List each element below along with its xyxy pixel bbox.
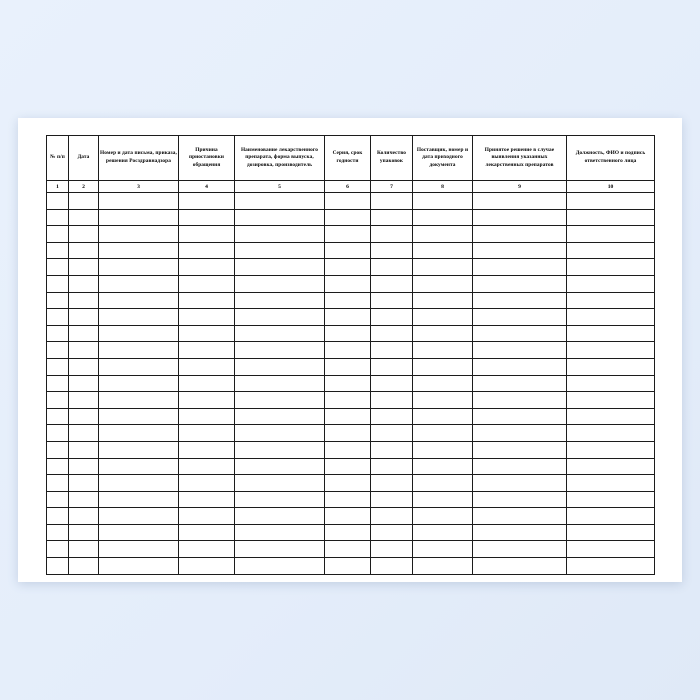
table-row[interactable] <box>47 425 655 442</box>
table-cell[interactable] <box>69 342 99 359</box>
table-cell[interactable] <box>371 259 413 276</box>
table-row[interactable] <box>47 193 655 210</box>
table-cell[interactable] <box>325 325 371 342</box>
table-cell[interactable] <box>325 358 371 375</box>
table-cell[interactable] <box>69 375 99 392</box>
table-cell[interactable] <box>235 309 325 326</box>
table-cell[interactable] <box>567 425 655 442</box>
table-cell[interactable] <box>99 392 179 409</box>
table-row[interactable] <box>47 475 655 492</box>
table-cell[interactable] <box>179 441 235 458</box>
table-cell[interactable] <box>179 342 235 359</box>
table-cell[interactable] <box>473 524 567 541</box>
table-cell[interactable] <box>47 209 69 226</box>
table-cell[interactable] <box>473 193 567 210</box>
table-cell[interactable] <box>47 226 69 243</box>
table-cell[interactable] <box>235 541 325 558</box>
table-cell[interactable] <box>99 259 179 276</box>
table-cell[interactable] <box>413 392 473 409</box>
table-cell[interactable] <box>567 292 655 309</box>
table-cell[interactable] <box>179 541 235 558</box>
document-sheet <box>18 118 682 582</box>
table-row[interactable] <box>47 458 655 475</box>
table-cell[interactable] <box>371 458 413 475</box>
table-cell[interactable] <box>567 441 655 458</box>
table-cell[interactable] <box>567 259 655 276</box>
table-body <box>47 193 655 575</box>
table-cell[interactable] <box>371 441 413 458</box>
column-header-supplier-document: Поставщик, номер и дата приходного документа <box>413 136 473 181</box>
table-cell[interactable] <box>325 275 371 292</box>
table-cell[interactable] <box>47 325 69 342</box>
table-row[interactable] <box>47 275 655 292</box>
table-cell[interactable] <box>413 209 473 226</box>
table-cell[interactable] <box>371 558 413 575</box>
table-cell[interactable] <box>179 558 235 575</box>
table-cell[interactable] <box>235 242 325 259</box>
table-cell[interactable] <box>47 292 69 309</box>
table-cell[interactable] <box>325 508 371 525</box>
table-cell[interactable] <box>69 524 99 541</box>
table-cell[interactable] <box>567 491 655 508</box>
table-row[interactable] <box>47 309 655 326</box>
table-cell[interactable] <box>179 425 235 442</box>
table-cell[interactable] <box>235 408 325 425</box>
table-cell[interactable] <box>413 375 473 392</box>
table-cell[interactable] <box>47 275 69 292</box>
table-row[interactable] <box>47 491 655 508</box>
table-cell[interactable] <box>567 541 655 558</box>
table-cell[interactable] <box>413 309 473 326</box>
table-cell[interactable] <box>473 392 567 409</box>
table-cell[interactable] <box>179 209 235 226</box>
table-cell[interactable] <box>325 309 371 326</box>
column-header-drug-name: Наименование лекарственного препарата, форма выпуска, дозировка, производитель <box>235 136 325 181</box>
table-cell[interactable] <box>99 342 179 359</box>
table-cell[interactable] <box>325 193 371 210</box>
column-header-package-count: Количество упаковок <box>371 136 413 181</box>
table-cell[interactable] <box>99 242 179 259</box>
table-header <box>47 136 655 193</box>
table-cell[interactable] <box>567 226 655 243</box>
table-cell[interactable] <box>371 425 413 442</box>
table-cell[interactable] <box>473 408 567 425</box>
table-cell[interactable] <box>235 491 325 508</box>
table-cell[interactable] <box>371 541 413 558</box>
table-row[interactable] <box>47 392 655 409</box>
table-cell[interactable] <box>325 259 371 276</box>
table-cell[interactable] <box>47 309 69 326</box>
table-cell[interactable] <box>179 358 235 375</box>
table-cell[interactable] <box>235 375 325 392</box>
table-cell[interactable] <box>325 408 371 425</box>
table-cell[interactable] <box>179 259 235 276</box>
table-cell[interactable] <box>567 408 655 425</box>
table-cell[interactable] <box>99 358 179 375</box>
table-header-row <box>47 136 655 181</box>
table-cell[interactable] <box>567 193 655 210</box>
table-cell[interactable] <box>567 475 655 492</box>
table-cell[interactable] <box>235 524 325 541</box>
table-cell[interactable] <box>473 491 567 508</box>
table-cell[interactable] <box>179 292 235 309</box>
table-cell[interactable] <box>413 325 473 342</box>
table-cell[interactable] <box>325 342 371 359</box>
table-cell[interactable] <box>69 358 99 375</box>
table-cell[interactable] <box>567 325 655 342</box>
table-cell[interactable] <box>69 458 99 475</box>
table-cell[interactable] <box>179 491 235 508</box>
table-cell[interactable] <box>473 375 567 392</box>
table-cell[interactable] <box>47 558 69 575</box>
column-header-suspension-reason: Причина приостановки обращения <box>179 136 235 181</box>
table-cell[interactable] <box>235 508 325 525</box>
table-cell[interactable] <box>567 508 655 525</box>
table-cell[interactable] <box>413 242 473 259</box>
table-cell[interactable] <box>47 242 69 259</box>
table-cell[interactable] <box>413 475 473 492</box>
table-cell[interactable] <box>413 425 473 442</box>
table-cell[interactable] <box>179 408 235 425</box>
table-cell[interactable] <box>99 275 179 292</box>
table-cell[interactable] <box>473 358 567 375</box>
table-cell[interactable] <box>413 292 473 309</box>
table-cell[interactable] <box>371 242 413 259</box>
table-cell[interactable] <box>47 541 69 558</box>
table-row[interactable] <box>47 375 655 392</box>
table-cell[interactable] <box>179 325 235 342</box>
table-cell[interactable] <box>99 408 179 425</box>
table-cell[interactable] <box>473 342 567 359</box>
table-cell[interactable] <box>371 408 413 425</box>
table-cell[interactable] <box>99 209 179 226</box>
table-cell[interactable] <box>473 541 567 558</box>
table-cell[interactable] <box>179 458 235 475</box>
table-cell[interactable] <box>69 275 99 292</box>
table-cell[interactable] <box>179 475 235 492</box>
table-cell[interactable] <box>69 541 99 558</box>
table-cell[interactable] <box>235 458 325 475</box>
table-cell[interactable] <box>179 508 235 525</box>
table-cell[interactable] <box>69 242 99 259</box>
table-cell[interactable] <box>47 425 69 442</box>
table-cell[interactable] <box>371 475 413 492</box>
table-cell[interactable] <box>179 193 235 210</box>
table-cell[interactable] <box>413 226 473 243</box>
table-cell[interactable] <box>179 392 235 409</box>
table-cell[interactable] <box>473 325 567 342</box>
table-cell[interactable] <box>99 226 179 243</box>
table-cell[interactable] <box>47 392 69 409</box>
table-cell[interactable] <box>235 358 325 375</box>
column-header-order-number-date: Номер и дата письма, приказа, решения Росздравнадзора <box>99 136 179 181</box>
table-cell[interactable] <box>567 309 655 326</box>
table-row[interactable] <box>47 342 655 359</box>
table-cell[interactable] <box>47 259 69 276</box>
table-cell[interactable] <box>47 408 69 425</box>
table-row[interactable] <box>47 441 655 458</box>
table-cell[interactable] <box>567 558 655 575</box>
table-cell[interactable] <box>47 508 69 525</box>
table-cell[interactable] <box>473 441 567 458</box>
table-cell[interactable] <box>69 392 99 409</box>
table-cell[interactable] <box>235 392 325 409</box>
column-number-2: 2 <box>69 181 99 193</box>
column-number-7: 7 <box>371 181 413 193</box>
column-header-decision-taken: Принятое решение в случае выявления указанных лекарственных препаратов <box>473 136 567 181</box>
table-cell[interactable] <box>179 375 235 392</box>
table-cell[interactable] <box>325 541 371 558</box>
table-cell[interactable] <box>413 259 473 276</box>
table-row[interactable] <box>47 242 655 259</box>
table-cell[interactable] <box>473 275 567 292</box>
table-cell[interactable] <box>567 209 655 226</box>
registration-table <box>46 135 655 575</box>
table-cell[interactable] <box>473 292 567 309</box>
table-cell[interactable] <box>371 193 413 210</box>
table-cell[interactable] <box>235 209 325 226</box>
table-cell[interactable] <box>473 242 567 259</box>
table-cell[interactable] <box>413 458 473 475</box>
table-cell[interactable] <box>47 193 69 210</box>
table-cell[interactable] <box>325 425 371 442</box>
table-row[interactable] <box>47 358 655 375</box>
table-cell[interactable] <box>99 508 179 525</box>
column-number-3: 3 <box>99 181 179 193</box>
table-cell[interactable] <box>325 375 371 392</box>
table-cell[interactable] <box>99 309 179 326</box>
table-cell[interactable] <box>69 558 99 575</box>
column-number-5: 5 <box>235 181 325 193</box>
table-cell[interactable] <box>99 441 179 458</box>
table-row[interactable] <box>47 558 655 575</box>
table-cell[interactable] <box>325 292 371 309</box>
column-header-responsible-person: Должность, ФИО и подпись ответственного лица <box>567 136 655 181</box>
table-cell[interactable] <box>473 558 567 575</box>
table-cell[interactable] <box>413 508 473 525</box>
registration-table-area <box>46 135 654 565</box>
table-cell[interactable] <box>69 309 99 326</box>
table-cell[interactable] <box>325 209 371 226</box>
table-cell[interactable] <box>235 325 325 342</box>
table-cell[interactable] <box>69 475 99 492</box>
column-number-9: 9 <box>473 181 567 193</box>
table-cell[interactable] <box>473 226 567 243</box>
table-cell[interactable] <box>69 226 99 243</box>
table-cell[interactable] <box>371 209 413 226</box>
table-cell[interactable] <box>69 491 99 508</box>
table-row[interactable] <box>47 292 655 309</box>
table-cell[interactable] <box>473 425 567 442</box>
table-cell[interactable] <box>235 342 325 359</box>
table-cell[interactable] <box>567 524 655 541</box>
table-column-number-row <box>47 181 655 193</box>
table-cell[interactable] <box>325 524 371 541</box>
table-cell[interactable] <box>325 392 371 409</box>
table-cell[interactable] <box>371 275 413 292</box>
table-cell[interactable] <box>69 508 99 525</box>
table-cell[interactable] <box>371 524 413 541</box>
table-cell[interactable] <box>371 325 413 342</box>
table-cell[interactable] <box>99 325 179 342</box>
table-cell[interactable] <box>567 458 655 475</box>
table-cell[interactable] <box>47 375 69 392</box>
table-cell[interactable] <box>371 226 413 243</box>
table-cell[interactable] <box>47 441 69 458</box>
column-number-4: 4 <box>179 181 235 193</box>
table-cell[interactable] <box>413 275 473 292</box>
table-cell[interactable] <box>99 541 179 558</box>
table-cell[interactable] <box>567 392 655 409</box>
table-cell[interactable] <box>99 475 179 492</box>
table-cell[interactable] <box>47 358 69 375</box>
table-cell[interactable] <box>47 342 69 359</box>
table-cell[interactable] <box>325 242 371 259</box>
table-cell[interactable] <box>69 193 99 210</box>
table-cell[interactable] <box>325 558 371 575</box>
table-cell[interactable] <box>69 209 99 226</box>
table-cell[interactable] <box>235 193 325 210</box>
table-row[interactable] <box>47 226 655 243</box>
table-cell[interactable] <box>371 309 413 326</box>
table-cell[interactable] <box>413 342 473 359</box>
table-cell[interactable] <box>325 475 371 492</box>
column-header-number: № п/п <box>47 136 69 181</box>
table-cell[interactable] <box>99 193 179 210</box>
table-cell[interactable] <box>413 524 473 541</box>
table-cell[interactable] <box>567 242 655 259</box>
column-number-6: 6 <box>325 181 371 193</box>
table-cell[interactable] <box>69 425 99 442</box>
table-cell[interactable] <box>371 375 413 392</box>
table-cell[interactable] <box>413 558 473 575</box>
table-cell[interactable] <box>567 275 655 292</box>
table-cell[interactable] <box>325 441 371 458</box>
table-row[interactable] <box>47 209 655 226</box>
table-cell[interactable] <box>413 358 473 375</box>
table-cell[interactable] <box>69 325 99 342</box>
column-header-date: Дата <box>69 136 99 181</box>
table-row[interactable] <box>47 325 655 342</box>
table-row[interactable] <box>47 508 655 525</box>
table-cell[interactable] <box>473 458 567 475</box>
table-cell[interactable] <box>413 441 473 458</box>
table-cell[interactable] <box>69 408 99 425</box>
table-row[interactable] <box>47 408 655 425</box>
table-cell[interactable] <box>179 275 235 292</box>
table-cell[interactable] <box>47 491 69 508</box>
table-cell[interactable] <box>413 193 473 210</box>
table-row[interactable] <box>47 541 655 558</box>
table-cell[interactable] <box>47 475 69 492</box>
table-cell[interactable] <box>69 441 99 458</box>
table-cell[interactable] <box>99 425 179 442</box>
column-number-1: 1 <box>47 181 69 193</box>
table-cell[interactable] <box>325 491 371 508</box>
table-cell[interactable] <box>99 558 179 575</box>
table-cell[interactable] <box>235 259 325 276</box>
table-cell[interactable] <box>99 524 179 541</box>
table-cell[interactable] <box>567 342 655 359</box>
table-cell[interactable] <box>413 408 473 425</box>
column-header-series-expiry: Серия, срок годности <box>325 136 371 181</box>
table-cell[interactable] <box>235 558 325 575</box>
table-cell[interactable] <box>413 541 473 558</box>
table-row[interactable] <box>47 259 655 276</box>
table-cell[interactable] <box>413 491 473 508</box>
table-cell[interactable] <box>179 309 235 326</box>
table-cell[interactable] <box>371 292 413 309</box>
table-cell[interactable] <box>179 524 235 541</box>
table-cell[interactable] <box>473 309 567 326</box>
table-cell[interactable] <box>325 226 371 243</box>
table-cell[interactable] <box>235 475 325 492</box>
table-cell[interactable] <box>235 441 325 458</box>
table-cell[interactable] <box>235 292 325 309</box>
column-number-10: 10 <box>567 181 655 193</box>
table-cell[interactable] <box>179 226 235 243</box>
table-cell[interactable] <box>99 292 179 309</box>
table-cell[interactable] <box>473 475 567 492</box>
table-cell[interactable] <box>473 508 567 525</box>
column-number-8: 8 <box>413 181 473 193</box>
table-cell[interactable] <box>371 392 413 409</box>
table-cell[interactable] <box>235 425 325 442</box>
table-cell[interactable] <box>235 226 325 243</box>
table-cell[interactable] <box>567 375 655 392</box>
table-cell[interactable] <box>69 259 99 276</box>
table-cell[interactable] <box>47 458 69 475</box>
table-cell[interactable] <box>371 508 413 525</box>
table-cell[interactable] <box>99 458 179 475</box>
table-cell[interactable] <box>47 524 69 541</box>
table-cell[interactable] <box>325 458 371 475</box>
table-cell[interactable] <box>567 358 655 375</box>
table-cell[interactable] <box>473 259 567 276</box>
table-cell[interactable] <box>99 491 179 508</box>
table-cell[interactable] <box>99 375 179 392</box>
table-cell[interactable] <box>179 242 235 259</box>
table-cell[interactable] <box>235 275 325 292</box>
table-cell[interactable] <box>371 358 413 375</box>
table-cell[interactable] <box>473 209 567 226</box>
table-cell[interactable] <box>371 491 413 508</box>
table-cell[interactable] <box>69 292 99 309</box>
table-row[interactable] <box>47 524 655 541</box>
table-cell[interactable] <box>371 342 413 359</box>
